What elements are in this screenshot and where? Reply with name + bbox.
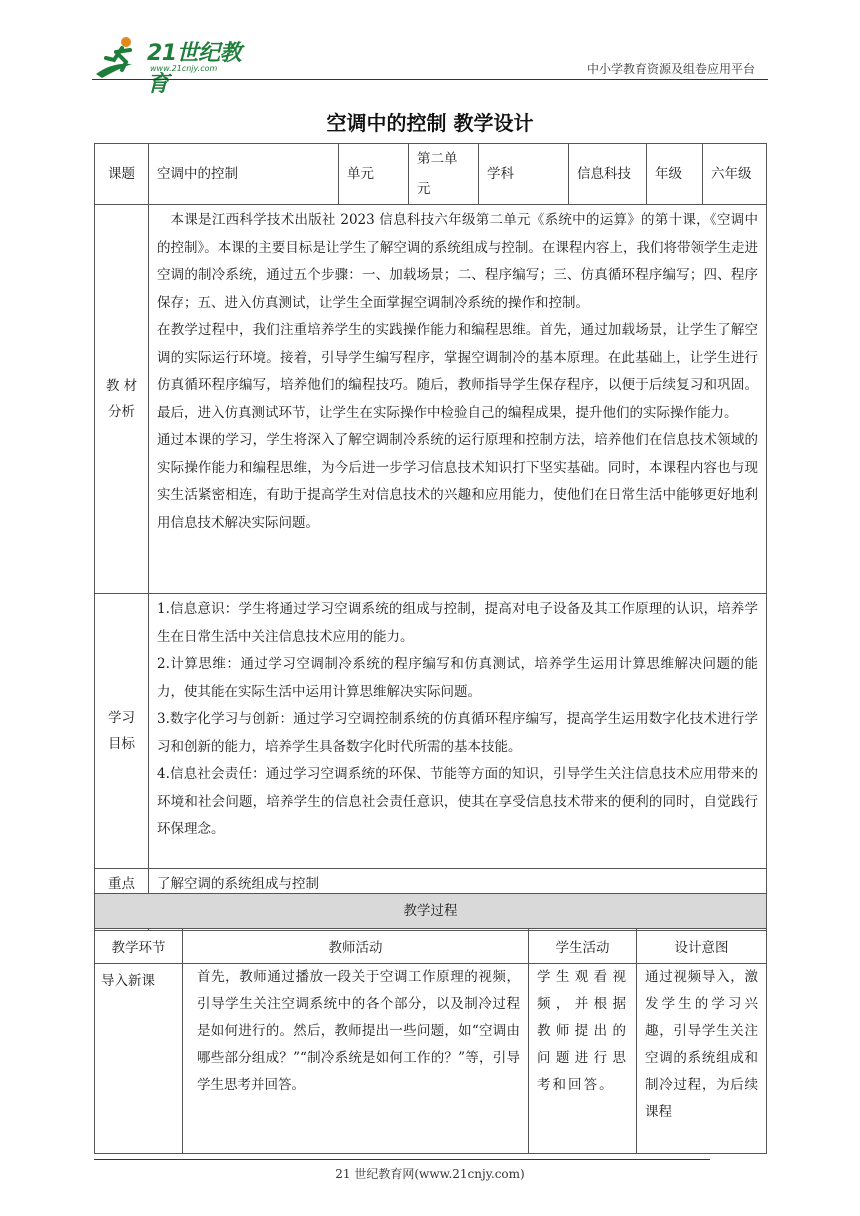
grade-label: 年级 xyxy=(647,144,703,205)
subject-label: 学科 xyxy=(479,144,569,205)
stage-cell: 导入新课 xyxy=(95,964,183,1154)
footer-divider xyxy=(94,1159,710,1160)
header-divider xyxy=(92,79,768,80)
header-student: 学生活动 xyxy=(529,929,637,964)
design-intent: 通过视频导入，激发学生的学习兴趣，引导学生关注空调的系统组成和制冷过程，为后续课程 xyxy=(637,964,767,1154)
goal-item: 1.信息意识：学生将通过学习空调系统的组成与控制，提高对电子设备及其工作原理的认识，培养学生在日常生活中关注信息技术应用的能力。 xyxy=(157,601,758,645)
teaching-process-table xyxy=(94,893,767,1154)
process-title: 教学过程 xyxy=(95,894,767,929)
goals-label: 学习 目标 xyxy=(95,594,149,869)
course-label: 课题 xyxy=(95,144,149,205)
analysis-row xyxy=(95,205,767,594)
goals-row xyxy=(95,594,767,869)
footer-text: 21 世纪教育网(www.21cnjy.com) xyxy=(335,1167,525,1181)
header-stage: 教学环节 xyxy=(95,929,183,964)
subject-value: 信息科技 xyxy=(569,144,647,205)
analysis-label: 教 材 分析 xyxy=(95,205,149,594)
running-figure-logo-icon xyxy=(92,34,148,80)
unit-value: 第二单元 xyxy=(409,144,479,205)
goal-item: 2.计算思维：通过学习空调制冷系统的程序编写和仿真测试，培养学生运用计算思维解决问题的能力，使其能在实际生活中运用计算思维解决实际问题。 xyxy=(157,656,758,700)
analysis-content xyxy=(149,205,767,594)
course-value: 空调中的控制 xyxy=(149,144,339,205)
header-intent: 设计意图 xyxy=(637,929,767,964)
goal-item: 4.信息社会责任：通过学习空调系统的环保、节能等方面的知识，引导学生关注信息技术应用带来的环境和社会问题，培养学生的信息社会责任意识，使其在享受信息技术带来的便利的同时，自觉践行环保理念。 xyxy=(157,766,758,837)
header-teacher: 教师活动 xyxy=(183,929,529,964)
analysis-paragraph: 在教学过程中，我们注重培养学生的实践操作能力和编程思维。首先，通过加载场景，让学生了解空调的实际运行环境。接着，引导学生编写程序，掌握空调制冷的基本原理。在此基础上，让学生进行仿真循环程序编写，培养他们的编程技巧。随后，教师指导学生保存程序，以便于后续复习和巩固。最后，进入仿真测试环节，让学生在实际操作中检验自己的编程成果，提升他们的实际操作能力。 xyxy=(157,322,758,421)
unit-label: 单元 xyxy=(339,144,409,205)
site-logo xyxy=(92,34,262,97)
logo-url: www.21cnjy.com xyxy=(150,64,218,73)
goals-content xyxy=(149,594,767,869)
info-row xyxy=(95,144,767,205)
platform-name: 中小学教育资源及组卷应用平台 xyxy=(586,62,755,76)
student-activity: 学生观看视频，并根据教师提出的问题进行思考和回答。 xyxy=(529,964,637,1154)
process-header-row xyxy=(95,929,767,964)
process-title-row xyxy=(95,894,767,929)
analysis-paragraph: 通过本课的学习，学生将深入了解空调制冷系统的运行原理和控制方法，培养他们在信息技术领域的实际操作能力和编程思维，为今后进一步学习信息技术知识打下坚实基础。同时，本课程内容也与现实生活紧密相连，有助于提高学生对信息技术的兴趣和应用能力，使他们在日常生活中能够更好地利用信息技术解决实际问题。 xyxy=(157,432,758,531)
page-title: 空调中的控制 教学设计 xyxy=(326,111,534,135)
logo-text: 21世纪教育 xyxy=(147,41,242,97)
analysis-paragraph: 本课是江西科学技术出版社 2023 信息科技六年级第二单元《系统中的运算》的第十课，《空调中的控制》。本课的主要目标是让学生了解空调的系统组成与控制。在课程内容上，我们将带领学生走进空调的制冷系统，通过五个步骤：一、加载场景；二、程序编写；三、仿真循环程序编写；四、程序保存；五、进入仿真测试，让学生全面掌握空调制冷系统的操作和控制。 xyxy=(157,212,758,311)
process-row xyxy=(95,964,767,1154)
key-point-value: 了解空调的系统组成与控制 xyxy=(149,869,767,900)
lesson-info-table xyxy=(94,143,767,931)
key-point-label: 重点 xyxy=(95,869,149,900)
teacher-activity: 首先，教师通过播放一段关于空调工作原理的视频，引导学生关注空调系统中的各个部分，以及制冷过程是如何进行的。然后，教师提出一些问题，如“空调由哪些部分组成？”“制冷系统是如何工作的？”等，引导学生思考并回答。 xyxy=(183,964,529,1154)
grade-value: 六年级 xyxy=(703,144,767,205)
goal-item: 3.数字化学习与创新：通过学习空调控制系统的仿真循环程序编写，提高学生运用数字化技术进行学习和创新的能力，培养学生具备数字化时代所需的基本技能。 xyxy=(157,711,758,755)
